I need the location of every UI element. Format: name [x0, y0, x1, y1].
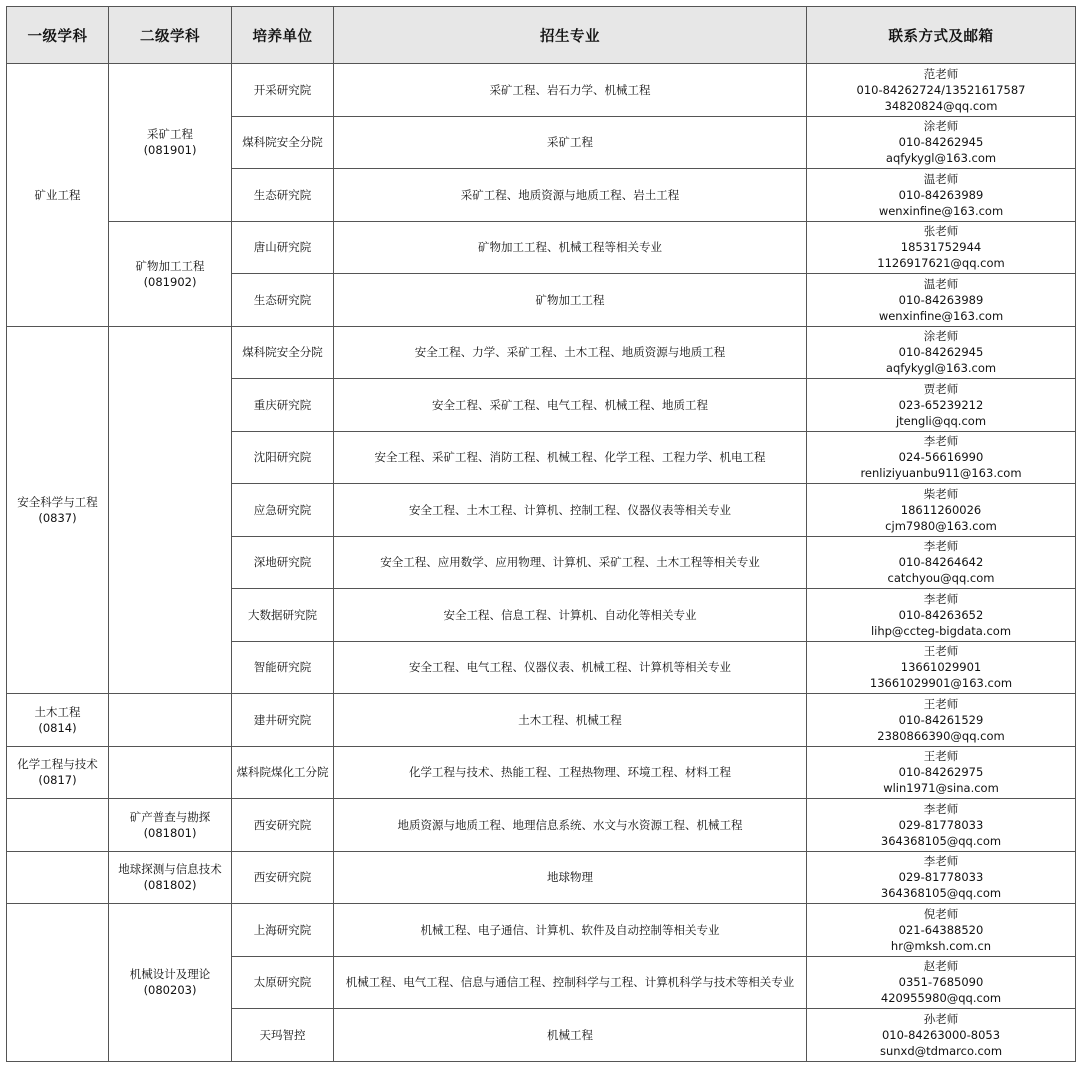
contact-phone: 18531752944 [900, 240, 982, 255]
majors-cell: 地球物理 [334, 851, 807, 904]
contact-person: 王老师 [923, 749, 959, 764]
unit-cell: 西安研究院 [232, 799, 334, 852]
header-training-unit: 培养单位 [232, 7, 334, 64]
enrollment-table [6, 6, 1076, 1062]
contact-person: 赵老师 [923, 959, 959, 974]
majors-cell: 矿物加工工程 [334, 274, 807, 327]
level2-cell [109, 904, 232, 1062]
majors-cell: 安全工程、电气工程、仪器仪表、机械工程、计算机等相关专业 [334, 641, 807, 694]
majors-cell: 矿物加工工程、机械工程等相关专业 [334, 221, 807, 274]
majors-cell: 安全工程、采矿工程、消防工程、机械工程、化学工程、工程力学、机电工程 [334, 431, 807, 484]
level1-cell [7, 694, 109, 747]
contact-cell [807, 641, 1076, 694]
contact-cell [807, 484, 1076, 537]
level2-name: 矿物加工工程 [135, 258, 205, 273]
contact-phone: 023-65239212 [898, 397, 984, 412]
contact-cell [807, 1009, 1076, 1062]
contact-email: catchyou@qq.com [887, 571, 995, 586]
contact-email: wlin1971@sina.com [883, 781, 999, 796]
unit-cell: 智能研究院 [232, 641, 334, 694]
level1-cell [7, 326, 109, 694]
contact-phone: 010-84263989 [898, 292, 984, 307]
contact-cell [807, 799, 1076, 852]
contact-cell [807, 851, 1076, 904]
level2-name: 机械设计及理论 [129, 967, 211, 982]
contact-phone: 13661029901 [900, 660, 982, 675]
level1-code: (0837) [38, 510, 77, 525]
contact-phone: 010-84262945 [898, 135, 984, 150]
majors-cell: 土木工程、机械工程 [334, 694, 807, 747]
table-row [7, 326, 1076, 379]
contact-phone: 010-84262945 [898, 345, 984, 360]
contact-cell [807, 431, 1076, 484]
majors-cell: 机械工程 [334, 1009, 807, 1062]
enrollment-table-container [6, 6, 1076, 1062]
level1-cell [7, 64, 109, 327]
contact-cell [807, 956, 1076, 1009]
contact-cell [807, 221, 1076, 274]
majors-cell: 地质资源与地质工程、地理信息系统、水文与水资源工程、机械工程 [334, 799, 807, 852]
table-row [7, 221, 1076, 274]
contact-cell [807, 326, 1076, 379]
unit-cell: 建井研究院 [232, 694, 334, 747]
unit-cell: 应急研究院 [232, 484, 334, 537]
unit-cell: 煤科院煤化工分院 [232, 746, 334, 799]
level1-cell-empty [7, 799, 109, 852]
contact-email: 420955980@qq.com [880, 991, 1002, 1006]
table-row [7, 904, 1076, 957]
contact-person: 倪老师 [923, 906, 959, 921]
contact-email: 34820824@qq.com [884, 98, 998, 113]
contact-email: aqfykygl@163.com [885, 151, 997, 166]
contact-email: renliziyuanbu911@163.com [860, 466, 1022, 481]
unit-cell: 煤科院安全分院 [232, 326, 334, 379]
contact-email: jtengli@qq.com [895, 413, 987, 428]
contact-email: 13661029901@163.com [869, 676, 1013, 691]
unit-cell: 太原研究院 [232, 956, 334, 1009]
level2-cell-empty [109, 326, 232, 694]
contact-cell [807, 536, 1076, 589]
contact-cell [807, 379, 1076, 432]
unit-cell: 生态研究院 [232, 274, 334, 327]
contact-email: wenxinfine@163.com [878, 203, 1004, 218]
level2-name: 采矿工程 [147, 127, 193, 142]
contact-phone: 029-81778033 [898, 870, 984, 885]
contact-phone: 010-84263989 [898, 187, 984, 202]
contact-email: aqfykygl@163.com [885, 361, 997, 376]
unit-cell: 重庆研究院 [232, 379, 334, 432]
contact-person: 李老师 [923, 854, 959, 869]
contact-email: hr@mksh.com.cn [890, 938, 992, 953]
level1-cell [7, 746, 109, 799]
contact-person: 李老师 [923, 591, 959, 606]
contact-phone: 010-84262724/13521617587 [856, 82, 1026, 97]
level1-code: (0817) [38, 773, 77, 788]
unit-cell: 煤科院安全分院 [232, 116, 334, 169]
majors-cell: 安全工程、土木工程、计算机、控制工程、仪器仪表等相关专业 [334, 484, 807, 537]
contact-email: 364368105@qq.com [880, 833, 1002, 848]
level2-cell-empty [109, 694, 232, 747]
majors-cell: 安全工程、应用数学、应用物理、计算机、采矿工程、土木工程等相关专业 [334, 536, 807, 589]
majors-cell: 化学工程与技术、热能工程、工程热物理、环境工程、材料工程 [334, 746, 807, 799]
contact-email: 364368105@qq.com [880, 886, 1002, 901]
majors-cell: 采矿工程 [334, 116, 807, 169]
majors-cell: 机械工程、电气工程、信息与通信工程、控制科学与工程、计算机科学与技术等相关专业 [334, 956, 807, 1009]
level2-code: (080203) [143, 983, 197, 998]
level2-cell [109, 851, 232, 904]
contact-cell [807, 274, 1076, 327]
majors-cell: 安全工程、信息工程、计算机、自动化等相关专业 [334, 589, 807, 642]
contact-phone: 010-84264642 [898, 555, 984, 570]
unit-cell: 唐山研究院 [232, 221, 334, 274]
unit-cell: 沈阳研究院 [232, 431, 334, 484]
level2-cell [109, 64, 232, 222]
level1-cell-empty [7, 904, 109, 1062]
level2-name: 矿产普查与勘探 [129, 809, 211, 824]
unit-cell: 大数据研究院 [232, 589, 334, 642]
contact-person: 涂老师 [923, 119, 959, 134]
level2-code: (081902) [143, 274, 197, 289]
contact-person: 温老师 [923, 171, 959, 186]
contact-phone: 010-84263652 [898, 607, 984, 622]
contact-email: wenxinfine@163.com [878, 308, 1004, 323]
level1-code: (0814) [38, 720, 77, 735]
contact-person: 贾老师 [923, 381, 959, 396]
table-row [7, 64, 1076, 117]
contact-person: 孙老师 [923, 1011, 959, 1026]
level1-name: 化学工程与技术 [17, 757, 98, 772]
contact-phone: 029-81778033 [898, 817, 984, 832]
header-row [7, 7, 1076, 64]
level1-name: 安全科学与工程 [17, 494, 98, 509]
unit-cell: 天玛智控 [232, 1009, 334, 1062]
majors-cell: 安全工程、力学、采矿工程、土木工程、地质资源与地质工程 [334, 326, 807, 379]
level1-name: 土木工程 [34, 704, 81, 719]
table-row [7, 746, 1076, 799]
level2-cell [109, 799, 232, 852]
header-contact: 联系方式及邮箱 [807, 7, 1076, 64]
contact-cell [807, 904, 1076, 957]
contact-phone: 021-64388520 [898, 922, 984, 937]
contact-cell [807, 694, 1076, 747]
level1-name: 矿业工程 [34, 187, 81, 202]
contact-email: 1126917621@qq.com [877, 256, 1005, 271]
unit-cell: 深地研究院 [232, 536, 334, 589]
contact-person: 李老师 [923, 801, 959, 816]
header-enrollment-majors: 招生专业 [334, 7, 807, 64]
contact-person: 温老师 [923, 276, 959, 291]
contact-phone: 0351-7685090 [898, 975, 984, 990]
level2-code: (081801) [143, 825, 197, 840]
contact-cell [807, 746, 1076, 799]
table-row [7, 799, 1076, 852]
majors-cell: 安全工程、采矿工程、电气工程、机械工程、地质工程 [334, 379, 807, 432]
level1-cell-empty [7, 851, 109, 904]
unit-cell: 生态研究院 [232, 169, 334, 222]
majors-cell: 机械工程、电子通信、计算机、软件及自动控制等相关专业 [334, 904, 807, 957]
unit-cell: 开采研究院 [232, 64, 334, 117]
contact-person: 王老师 [923, 696, 959, 711]
contact-phone: 024-56616990 [898, 450, 984, 465]
level2-code: (081802) [143, 878, 197, 893]
header-level2-discipline: 二级学科 [109, 7, 232, 64]
contact-person: 涂老师 [923, 329, 959, 344]
level2-cell-empty [109, 746, 232, 799]
contact-email: 2380866390@qq.com [877, 728, 1005, 743]
contact-phone: 010-84262975 [898, 765, 984, 780]
contact-cell [807, 64, 1076, 117]
contact-person: 范老师 [923, 66, 959, 81]
contact-email: lihp@ccteg-bigdata.com [870, 623, 1012, 638]
contact-person: 柴老师 [923, 486, 959, 501]
table-row [7, 694, 1076, 747]
contact-cell [807, 589, 1076, 642]
contact-cell [807, 169, 1076, 222]
table-row [7, 851, 1076, 904]
contact-person: 王老师 [923, 644, 959, 659]
contact-email: cjm7980@163.com [885, 518, 997, 533]
contact-person: 李老师 [923, 434, 959, 449]
contact-phone: 010-84263000-8053 [881, 1027, 1001, 1042]
contact-cell [807, 116, 1076, 169]
contact-person: 张老师 [923, 224, 959, 239]
header-level1-discipline: 一级学科 [7, 7, 109, 64]
contact-email: sunxd@tdmarco.com [879, 1043, 1003, 1058]
level2-cell [109, 221, 232, 326]
level2-name: 地球探测与信息技术 [118, 862, 222, 877]
contact-phone: 010-84261529 [898, 712, 984, 727]
majors-cell: 采矿工程、地质资源与地质工程、岩土工程 [334, 169, 807, 222]
majors-cell: 采矿工程、岩石力学、机械工程 [334, 64, 807, 117]
unit-cell: 西安研究院 [232, 851, 334, 904]
level2-code: (081901) [143, 143, 197, 158]
unit-cell: 上海研究院 [232, 904, 334, 957]
contact-phone: 18611260026 [900, 502, 982, 517]
contact-person: 李老师 [923, 539, 959, 554]
